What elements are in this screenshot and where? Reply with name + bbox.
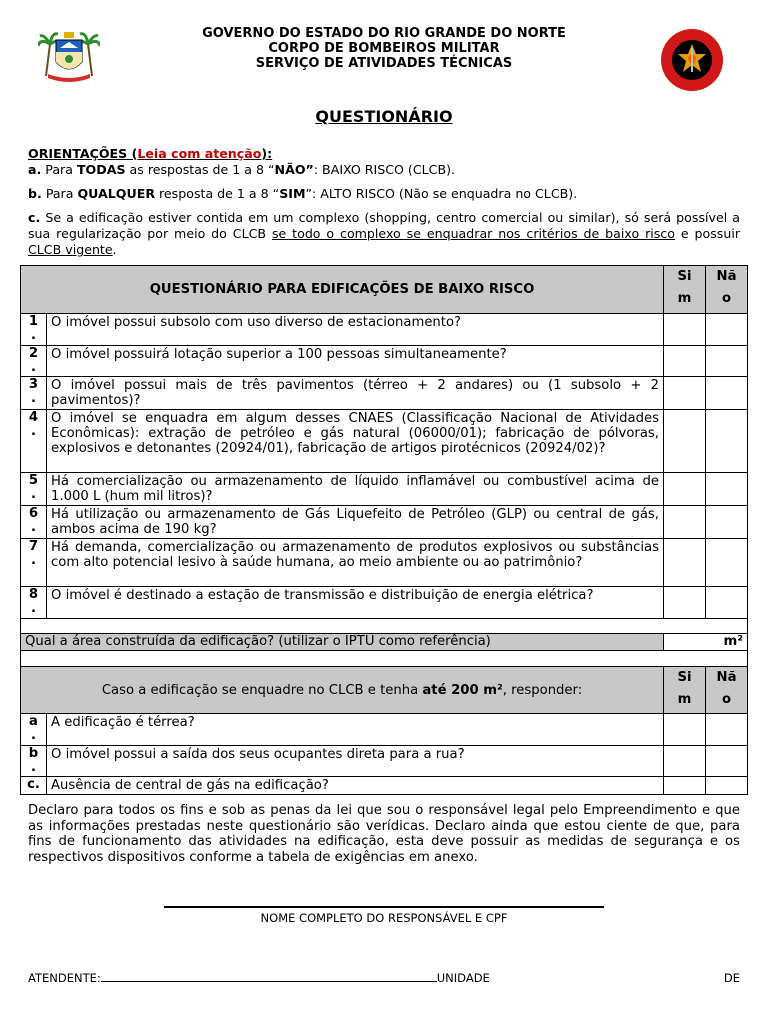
answer-nao-cell[interactable] (706, 473, 748, 506)
answer-sim-cell[interactable] (664, 410, 706, 473)
table2-header-row (21, 667, 748, 714)
page-title: QUESTIONÁRIO (315, 107, 453, 126)
answer-sim-cell[interactable] (664, 473, 706, 506)
question-number: 6 . (21, 506, 47, 539)
table-row (21, 410, 748, 473)
answer-nao-cell[interactable] (706, 346, 748, 377)
answer-sim-cell[interactable] (664, 777, 706, 795)
question-text: O imóvel possui a saída dos seus ocupantes direta para a rua? (47, 746, 664, 777)
instruction-b: b. Para QUALQUER resposta de 1 a 8 “SIM”: ALTO RISCO (Não se enquadra no CLCB). (28, 186, 578, 201)
answer-sim-cell[interactable] (664, 506, 706, 539)
table-row (21, 539, 748, 587)
declaration-text: Declaro para todos os fins e sob as penas da lei que sou o responsável legal pelo Empreendimento e que as informações prestadas neste questionário são verídicas. Declaro ainda que estou ciente de que, para fins de funcionamento das atividades na edificação, esta deve possuir as medidas de segurança e os respectivos dispositivos conforme a tabela de exigências em anexo. (28, 803, 740, 865)
question-letter: c. (21, 777, 47, 795)
attendant-field[interactable] (101, 972, 437, 982)
answer-sim-cell[interactable] (664, 346, 706, 377)
answer-sim-cell[interactable] (664, 714, 706, 746)
question-letter: a . (21, 714, 47, 746)
question-text: O imóvel é destinado a estação de transmissão e distribuição de energia elétrica? (47, 587, 664, 619)
table-row (21, 377, 748, 410)
table2-header-title: Caso a edificação se enquadre no CLCB e tenha até 200 m², responder: (21, 667, 664, 714)
question-number: 2 . (21, 346, 47, 377)
question-number: 1 . (21, 314, 47, 346)
spacer-row (21, 619, 748, 634)
question-number: 5 . (21, 473, 47, 506)
answer-nao-cell[interactable] (706, 506, 748, 539)
column-nao-header: Nã o (706, 266, 748, 314)
footer-fields (28, 971, 740, 985)
question-number: 3 . (21, 377, 47, 410)
answer-nao-cell[interactable] (706, 539, 748, 587)
table-row (21, 314, 748, 346)
question-text: Há comercialização ou armazenamento de líquido inflamável ou combustível acima de 1.000 L (hum mil litros)? (47, 473, 664, 506)
signature-label: NOME COMPLETO DO RESPONSÁVEL E CPF (260, 911, 508, 925)
unit-label: UNIDADE (436, 971, 490, 985)
question-text: Ausência de central de gás na edificação? (47, 777, 664, 795)
question-text: O imóvel se enquadra em algum desses CNAES (Classificação Nacional de Atividades Econômicas): extração de petróleo e gás natural (06000/01); fabricação de pólvoras, explosivos e detonantes (20924/01), fabricação de artigos pirotécnicos (20924/02)? (47, 410, 664, 473)
table-row (21, 777, 748, 795)
answer-sim-cell[interactable] (664, 377, 706, 410)
question-text: O imóvel possui subsolo com uso diverso de estacionamento? (47, 314, 664, 346)
answer-nao-cell[interactable] (706, 410, 748, 473)
answer-nao-cell[interactable] (706, 377, 748, 410)
answer-nao-cell[interactable] (706, 777, 748, 795)
answer-nao-cell[interactable] (706, 746, 748, 777)
table-header-title: QUESTIONÁRIO PARA EDIFICAÇÕES DE BAIXO RISCO (21, 266, 664, 314)
header-line-service: SERVIÇO DE ATIVIDADES TÉCNICAS (255, 56, 513, 71)
table-row (21, 746, 748, 777)
table-row (21, 473, 748, 506)
table-row (21, 506, 748, 539)
instructions-heading: ORIENTAÇÕES (Leia com atenção): (28, 146, 273, 161)
question-text: O imóvel possuirá lotação superior a 100 pessoas simultaneamente? (47, 346, 664, 377)
answer-sim-cell[interactable] (664, 587, 706, 619)
answer-nao-cell[interactable] (706, 714, 748, 746)
low-risk-questionnaire-table (20, 265, 748, 795)
question-number: 7 . (21, 539, 47, 587)
question-text: A edificação é térrea? (47, 714, 664, 746)
instruction-a: a. Para TODAS as respostas de 1 a 8 “NÃO”: BAIXO RISCO (CLCB). (28, 162, 456, 177)
table-row (21, 714, 748, 746)
answer-nao-cell[interactable] (706, 587, 748, 619)
area-row (21, 634, 748, 651)
instruction-c: c. Se a edificação estiver contida em um complexo (shopping, centro comercial ou similar), só será possível a sua regularização por meio do CLCB se todo o complexo se enquadrar nos critérios de baixo risco e possuir CLCB vigente. (28, 210, 740, 257)
area-question: Qual a área construída da edificação? (utilizar o IPTU como referência) (21, 634, 664, 651)
header-line-corps: CORPO DE BOMBEIROS MILITAR (268, 41, 500, 56)
question-number: 8 . (21, 587, 47, 619)
bombeiros-seal-icon (660, 28, 724, 92)
question-text: O imóvel possui mais de três pavimentos (térreo + 2 andares) ou (1 subsolo + 2 pavimentos)? (47, 377, 664, 410)
date-label: DE (723, 971, 740, 985)
answer-nao-cell[interactable] (706, 314, 748, 346)
question-number: 4 . (21, 410, 47, 473)
header-line-government: GOVERNO DO ESTADO DO RIO GRANDE DO NORTE (202, 26, 566, 41)
table-header-row (21, 266, 748, 314)
document-header (0, 24, 768, 96)
question-letter: b . (21, 746, 47, 777)
header-title-block (0, 26, 768, 71)
answer-sim-cell[interactable] (664, 314, 706, 346)
table-row (21, 346, 748, 377)
answer-sim-cell[interactable] (664, 539, 706, 587)
column-nao-header: Nã o (706, 667, 748, 714)
answer-sim-cell[interactable] (664, 746, 706, 777)
attendant-label: ATENDENTE: (28, 971, 101, 985)
instructions-section (28, 146, 740, 263)
spacer-row (21, 651, 748, 667)
column-sim-header: Si m (664, 667, 706, 714)
signature-line[interactable] (164, 906, 604, 908)
table-row (21, 587, 748, 619)
question-text: Há demanda, comercialização ou armazenamento de produtos explosivos ou substâncias com alto potencial lesivo à saúde humana, ao meio ambiente ou ao patrimônio? (47, 539, 664, 587)
column-sim-header: Si m (664, 266, 706, 314)
question-text: Há utilização ou armazenamento de Gás Liquefeito de Petróleo (GLP) ou central de gás, ambos acima de 190 kg? (47, 506, 664, 539)
area-unit-field[interactable]: m² (664, 634, 748, 651)
